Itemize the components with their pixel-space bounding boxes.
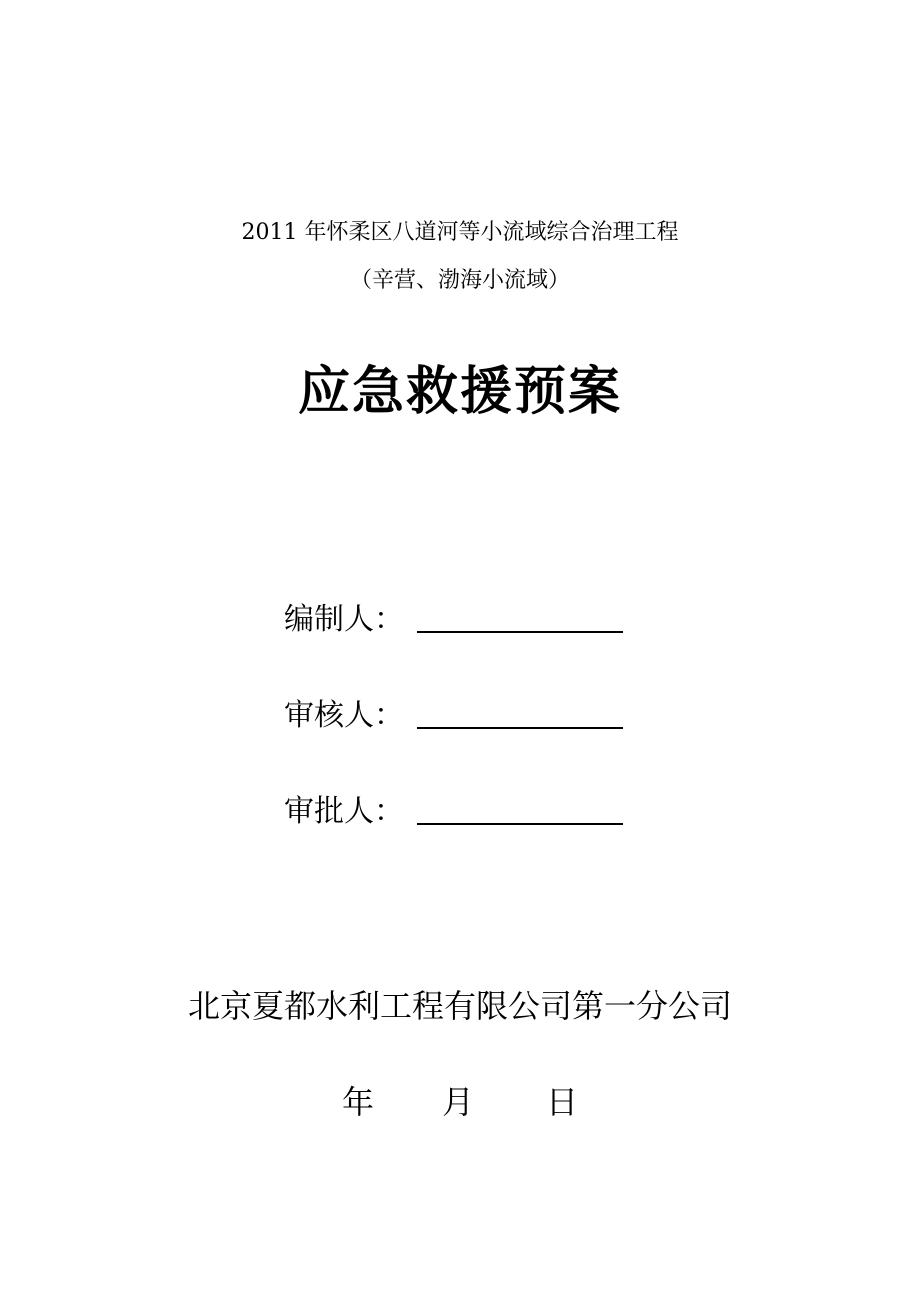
date-month-label: 月: [442, 1083, 475, 1121]
date-year-label: 年: [342, 1083, 375, 1121]
reviewer-label: 审核人：: [284, 698, 404, 733]
approver-label: 审批人：: [284, 794, 404, 829]
project-subtitle: （辛营、渤海小流域）: [349, 268, 570, 293]
project-title: 2011 年怀柔区八道河等小流域综合治理工程: [241, 220, 679, 245]
compiler-signature-line: [417, 631, 623, 633]
date-day-label: 日: [546, 1083, 579, 1121]
reviewer-signature-line: [417, 727, 623, 729]
approver-signature-line: [417, 823, 623, 825]
compiler-label: 编制人：: [284, 602, 404, 637]
date-line: [0, 1080, 920, 1124]
document-title: 应急救援预案: [297, 362, 622, 422]
company-name: 北京夏都水利工程有限公司第一分公司: [187, 987, 732, 1025]
